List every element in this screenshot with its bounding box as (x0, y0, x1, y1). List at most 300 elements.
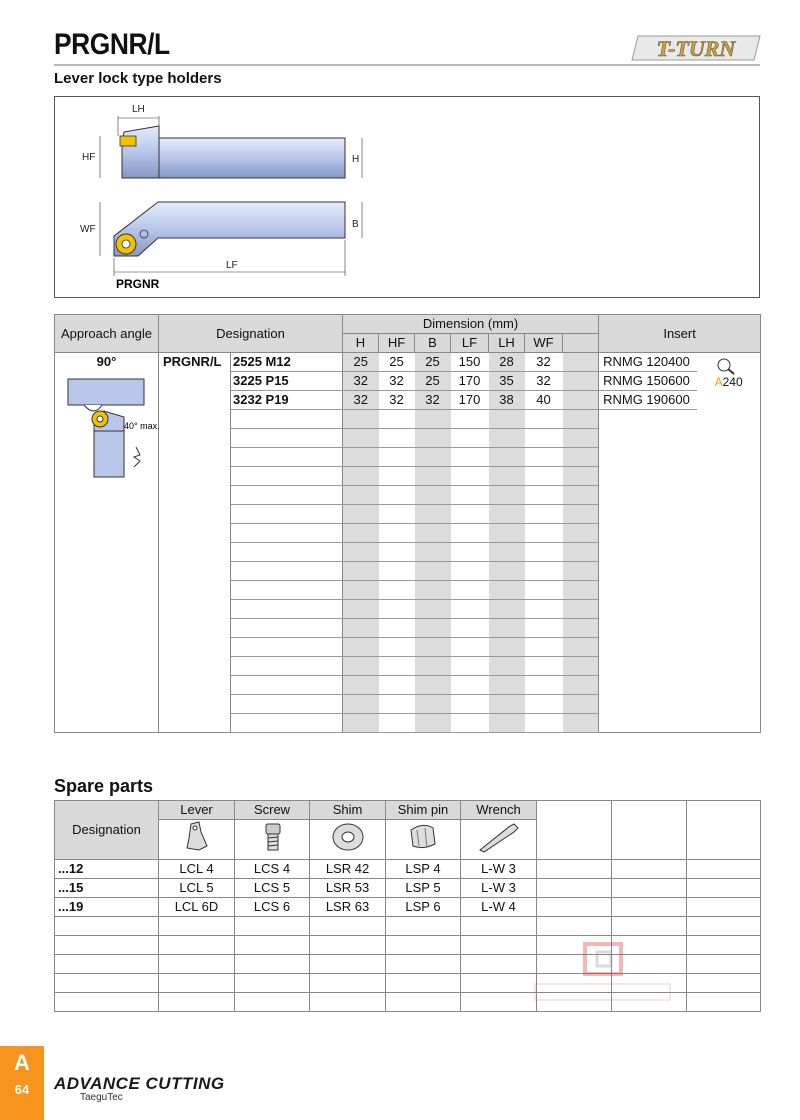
dim-cell (451, 486, 489, 505)
dim-col-wf: WF (525, 334, 563, 353)
spare-part-cell (310, 917, 386, 936)
table-row (55, 860, 761, 879)
dim-cell (563, 505, 599, 524)
dim-cell (379, 543, 415, 562)
dim-cell (489, 429, 525, 448)
insert-code (599, 562, 697, 581)
designation-code (231, 562, 343, 581)
dim-cell (379, 714, 415, 733)
dim-cell (563, 676, 599, 695)
spare-col-wrench: Wrench (461, 801, 537, 820)
spare-part-cell (310, 955, 386, 974)
dim-cell (489, 410, 525, 429)
dim-cell (379, 581, 415, 600)
dim-cell (343, 543, 379, 562)
magnifier-icon (715, 357, 737, 375)
dim-cell (451, 676, 489, 695)
svg-text:T-TURN: T-TURN (656, 36, 736, 61)
insert-code (599, 486, 697, 505)
dim-cell: 38 (489, 391, 525, 410)
brand-subtitle: TaeguTec (80, 1092, 123, 1103)
dim-cell (379, 524, 415, 543)
spare-part-cell (537, 879, 612, 898)
dim-cell (525, 410, 563, 429)
spare-part-cell (159, 974, 235, 993)
insert-code (599, 657, 697, 676)
dim-cell (343, 714, 379, 733)
svg-text:H: H (352, 154, 360, 165)
dim-cell (415, 600, 451, 619)
dim-cell (343, 581, 379, 600)
dim-cell (489, 486, 525, 505)
spare-part-cell (612, 879, 687, 898)
designation-code (231, 695, 343, 714)
dim-cell (489, 581, 525, 600)
dim-cell (343, 695, 379, 714)
spare-col-lever: Lever (159, 801, 235, 820)
dim-cell (489, 619, 525, 638)
designation-code (231, 448, 343, 467)
designation-code (231, 505, 343, 524)
dim-cell (489, 524, 525, 543)
shim-pin-icon (386, 820, 461, 860)
dim-col-h: H (343, 334, 379, 353)
spare-part-cell (159, 917, 235, 936)
spare-designation (55, 993, 159, 1012)
dim-col-lh: LH (489, 334, 525, 353)
spare-part-cell: L-W 3 (461, 860, 537, 879)
insert-code (599, 467, 697, 486)
dim-cell (451, 562, 489, 581)
dim-cell (489, 657, 525, 676)
dim-cell (451, 714, 489, 733)
spare-part-cell (159, 993, 235, 1012)
insert-code (599, 410, 697, 429)
spare-parts-title: Spare parts (54, 776, 154, 796)
table-row (55, 353, 761, 372)
spare-part-cell (386, 917, 461, 936)
insert-code (599, 600, 697, 619)
page-title: PRGNR/L (54, 28, 170, 61)
spare-part-cell: LCS 6 (235, 898, 310, 917)
insert-code (599, 581, 697, 600)
dim-cell (343, 524, 379, 543)
insert-code (599, 676, 697, 695)
dim-cell (489, 638, 525, 657)
spare-part-cell (310, 936, 386, 955)
page-subtitle: Lever lock type holders (54, 70, 222, 87)
spare-col-shim: Shim (310, 801, 386, 820)
insert-ref-page: 240 (722, 375, 743, 389)
dim-cell: 32 (379, 391, 415, 410)
spare-part-cell (235, 936, 310, 955)
dim-cell (489, 695, 525, 714)
dim-cell (451, 543, 489, 562)
dim-cell (379, 486, 415, 505)
spare-part-cell (612, 917, 687, 936)
spare-col-screw: Screw (235, 801, 310, 820)
dim-cell (415, 410, 451, 429)
dim-col-spare (563, 334, 599, 353)
designation-code (231, 638, 343, 657)
spare-part-cell (612, 860, 687, 879)
spare-designation (55, 917, 159, 936)
dim-cell (563, 562, 599, 581)
dim-cell (343, 410, 379, 429)
dim-cell: 32 (379, 372, 415, 391)
designation-code (231, 543, 343, 562)
shim-icon (310, 820, 386, 860)
insert-code (599, 714, 697, 733)
section-letter: A (14, 1050, 30, 1075)
spare-part-cell (159, 936, 235, 955)
dim-cell (415, 619, 451, 638)
dim-cell: 32 (415, 391, 451, 410)
dim-cell (451, 410, 489, 429)
insert-code (599, 619, 697, 638)
spare-part-cell: LSR 53 (310, 879, 386, 898)
spare-part-cell (310, 974, 386, 993)
spare-part-cell: L-W 3 (461, 879, 537, 898)
dim-cell (563, 448, 599, 467)
designation-code (231, 410, 343, 429)
dim-cell: 35 (489, 372, 525, 391)
dim-cell (525, 448, 563, 467)
spare-part-cell (461, 917, 537, 936)
insert-code (599, 695, 697, 714)
spare-part-cell (159, 955, 235, 974)
spare-part-cell (386, 936, 461, 955)
approach-angle-icon (64, 371, 160, 481)
dim-cell (451, 467, 489, 486)
designation-code: 2525 M12 (231, 353, 343, 372)
svg-text:PRGNR: PRGNR (116, 277, 160, 291)
designation-code: 3232 P19 (231, 391, 343, 410)
dim-cell (525, 429, 563, 448)
t-turn-logo (630, 30, 762, 64)
dim-cell (343, 600, 379, 619)
dim-cell (525, 695, 563, 714)
dim-cell (563, 657, 599, 676)
wrench-icon (461, 820, 537, 860)
spare-part-cell (235, 993, 310, 1012)
dim-cell (415, 467, 451, 486)
dim-cell (563, 638, 599, 657)
spare-part-cell: LSP 6 (386, 898, 461, 917)
dim-cell (343, 657, 379, 676)
dim-cell (563, 353, 599, 372)
dim-cell (563, 391, 599, 410)
svg-text:WF: WF (80, 224, 96, 235)
spare-part-cell (687, 917, 761, 936)
dim-cell (525, 619, 563, 638)
dim-cell (415, 543, 451, 562)
dim-cell (489, 543, 525, 562)
dim-cell (415, 505, 451, 524)
spare-part-cell: LCL 4 (159, 860, 235, 879)
spare-part-cell (386, 993, 461, 1012)
designation-header: Designation (159, 315, 343, 353)
side-view (82, 104, 362, 178)
spare-designation-header: Designation (55, 801, 159, 860)
dimension-table (54, 314, 761, 733)
spare-designation (55, 936, 159, 955)
dim-cell (489, 714, 525, 733)
svg-text:LH: LH (132, 104, 145, 115)
dim-cell: 32 (525, 353, 563, 372)
dim-cell (379, 429, 415, 448)
spare-part-cell (687, 860, 761, 879)
insert-code: RNMG 190600 (599, 391, 697, 410)
page-number: 64 (14, 1082, 30, 1097)
dim-cell (451, 619, 489, 638)
insert-header: Insert (599, 315, 761, 353)
tool-drawing (54, 96, 760, 298)
dim-cell (415, 562, 451, 581)
spare-designation: ...15 (55, 879, 159, 898)
insert-code (599, 638, 697, 657)
dim-cell (379, 695, 415, 714)
dim-cell (343, 486, 379, 505)
dim-cell (525, 562, 563, 581)
lever-icon (159, 820, 235, 860)
dim-cell (563, 467, 599, 486)
dim-cell (415, 638, 451, 657)
designation-code (231, 619, 343, 638)
dim-cell (343, 562, 379, 581)
dim-cell (379, 600, 415, 619)
insert-code (599, 543, 697, 562)
table-row (55, 879, 761, 898)
insert-code (599, 524, 697, 543)
dim-cell (563, 714, 599, 733)
dim-cell: 25 (415, 353, 451, 372)
dim-col-b: B (415, 334, 451, 353)
dim-cell: 25 (343, 353, 379, 372)
spare-part-cell (461, 974, 537, 993)
designation-code (231, 657, 343, 676)
spare-col-shim-pin: Shim pin (386, 801, 461, 820)
top-view (80, 202, 362, 291)
spare-part-cell (461, 955, 537, 974)
spare-designation: ...12 (55, 860, 159, 879)
insert-ref-letter: A (714, 375, 723, 389)
dim-cell (379, 638, 415, 657)
dim-cell (563, 695, 599, 714)
spare-part-cell (461, 936, 537, 955)
dim-cell: 40 (525, 391, 563, 410)
dim-cell (415, 448, 451, 467)
spare-designation: ...19 (55, 898, 159, 917)
dim-cell (379, 562, 415, 581)
dim-cell (525, 638, 563, 657)
dim-cell (451, 505, 489, 524)
dim-cell (563, 410, 599, 429)
dim-cell (525, 581, 563, 600)
insert-code: RNMG 120400 (599, 353, 697, 372)
dim-cell (343, 638, 379, 657)
approach-angle-header: Approach angle (55, 315, 159, 353)
dim-cell (525, 657, 563, 676)
dim-cell (415, 657, 451, 676)
spare-designation (55, 974, 159, 993)
spare-col-extra (687, 801, 761, 860)
svg-text:HF: HF (82, 152, 96, 163)
spare-part-cell (310, 993, 386, 1012)
dim-cell: 150 (451, 353, 489, 372)
dim-cell (343, 467, 379, 486)
dim-col-hf: HF (379, 334, 415, 353)
spare-part-cell (537, 860, 612, 879)
spare-part-cell: LCS 4 (235, 860, 310, 879)
table-row (55, 917, 761, 936)
title-divider (54, 64, 760, 66)
designation-code: 3225 P15 (231, 372, 343, 391)
dim-cell (343, 448, 379, 467)
dim-cell: 32 (343, 372, 379, 391)
dim-cell (525, 505, 563, 524)
insert-code (599, 505, 697, 524)
dim-cell: 170 (451, 372, 489, 391)
dim-cell (525, 714, 563, 733)
dim-cell (525, 676, 563, 695)
dim-cell (451, 429, 489, 448)
dim-cell (379, 619, 415, 638)
designation-prefix: PRGNR/L (159, 353, 231, 733)
spare-part-cell (687, 974, 761, 993)
dim-cell (415, 581, 451, 600)
spare-part-cell (612, 898, 687, 917)
spare-part-cell: LSP 5 (386, 879, 461, 898)
spare-designation (55, 955, 159, 974)
dim-cell (415, 524, 451, 543)
dim-cell (563, 429, 599, 448)
spare-part-cell (235, 917, 310, 936)
insert-code: RNMG 150600 (599, 372, 697, 391)
spare-part-cell (386, 974, 461, 993)
dim-cell (379, 676, 415, 695)
designation-code (231, 581, 343, 600)
spare-part-cell (537, 917, 612, 936)
spare-part-cell (687, 955, 761, 974)
spare-part-cell (687, 879, 761, 898)
designation-code (231, 486, 343, 505)
dim-cell (525, 486, 563, 505)
dim-cell (451, 695, 489, 714)
dim-cell (451, 600, 489, 619)
dim-cell (451, 448, 489, 467)
dim-cell (451, 524, 489, 543)
dim-cell (379, 505, 415, 524)
spare-part-cell: LCS 5 (235, 879, 310, 898)
dim-cell (343, 676, 379, 695)
dim-cell (525, 543, 563, 562)
spare-col-extra (537, 801, 612, 860)
dim-cell (563, 486, 599, 505)
designation-code (231, 429, 343, 448)
dim-cell (415, 714, 451, 733)
dim-cell (451, 581, 489, 600)
dim-cell (525, 467, 563, 486)
dim-cell (563, 372, 599, 391)
brand-logo: ADVANCE CUTTING (54, 1074, 225, 1093)
dim-cell (343, 619, 379, 638)
dim-cell (415, 676, 451, 695)
dim-cell (489, 562, 525, 581)
dim-cell (563, 600, 599, 619)
dim-col-lf: LF (451, 334, 489, 353)
spare-part-cell: LCL 5 (159, 879, 235, 898)
dim-cell: 32 (343, 391, 379, 410)
dim-cell (343, 505, 379, 524)
spare-part-cell: LSR 63 (310, 898, 386, 917)
dim-cell (451, 657, 489, 676)
insert-code (599, 448, 697, 467)
dim-cell (525, 600, 563, 619)
approach-angle-value: 90° (96, 354, 117, 369)
dim-cell: 32 (525, 372, 563, 391)
svg-text:40° max.: 40° max. (123, 421, 160, 431)
dim-cell (379, 467, 415, 486)
dim-cell (415, 429, 451, 448)
dim-cell (451, 638, 489, 657)
dim-cell (563, 619, 599, 638)
dim-cell: 25 (415, 372, 451, 391)
dim-cell (379, 657, 415, 676)
dim-cell (563, 581, 599, 600)
dim-cell: 28 (489, 353, 525, 372)
dim-cell (489, 467, 525, 486)
insert-code (599, 429, 697, 448)
approach-angle-cell (55, 353, 159, 733)
spare-part-cell (687, 936, 761, 955)
spare-part-cell: LSR 42 (310, 860, 386, 879)
spare-col-extra (612, 801, 687, 860)
dim-cell (489, 676, 525, 695)
spare-part-cell (235, 974, 310, 993)
spare-part-cell (687, 898, 761, 917)
dim-cell (489, 600, 525, 619)
designation-code (231, 714, 343, 733)
dim-cell (415, 695, 451, 714)
designation-code (231, 524, 343, 543)
spare-part-cell (461, 993, 537, 1012)
designation-code (231, 676, 343, 695)
spare-part-cell (386, 955, 461, 974)
dim-cell (415, 486, 451, 505)
insert-reference (697, 353, 761, 733)
dim-cell (489, 448, 525, 467)
spare-part-cell: LCL 6D (159, 898, 235, 917)
spare-part-cell (235, 955, 310, 974)
spare-part-cell (687, 993, 761, 1012)
dim-cell (563, 543, 599, 562)
svg-text:B: B (352, 219, 359, 230)
dim-cell (525, 524, 563, 543)
dim-cell (379, 448, 415, 467)
svg-text:LF: LF (226, 260, 238, 271)
watermark-logo (535, 944, 670, 1014)
dim-cell (379, 410, 415, 429)
dim-cell (343, 429, 379, 448)
table-row (55, 898, 761, 917)
spare-part-cell: LSP 4 (386, 860, 461, 879)
dimension-header: Dimension (mm) (343, 315, 599, 334)
dim-cell: 170 (451, 391, 489, 410)
designation-code (231, 600, 343, 619)
dim-cell: 25 (379, 353, 415, 372)
screw-icon (235, 820, 310, 860)
